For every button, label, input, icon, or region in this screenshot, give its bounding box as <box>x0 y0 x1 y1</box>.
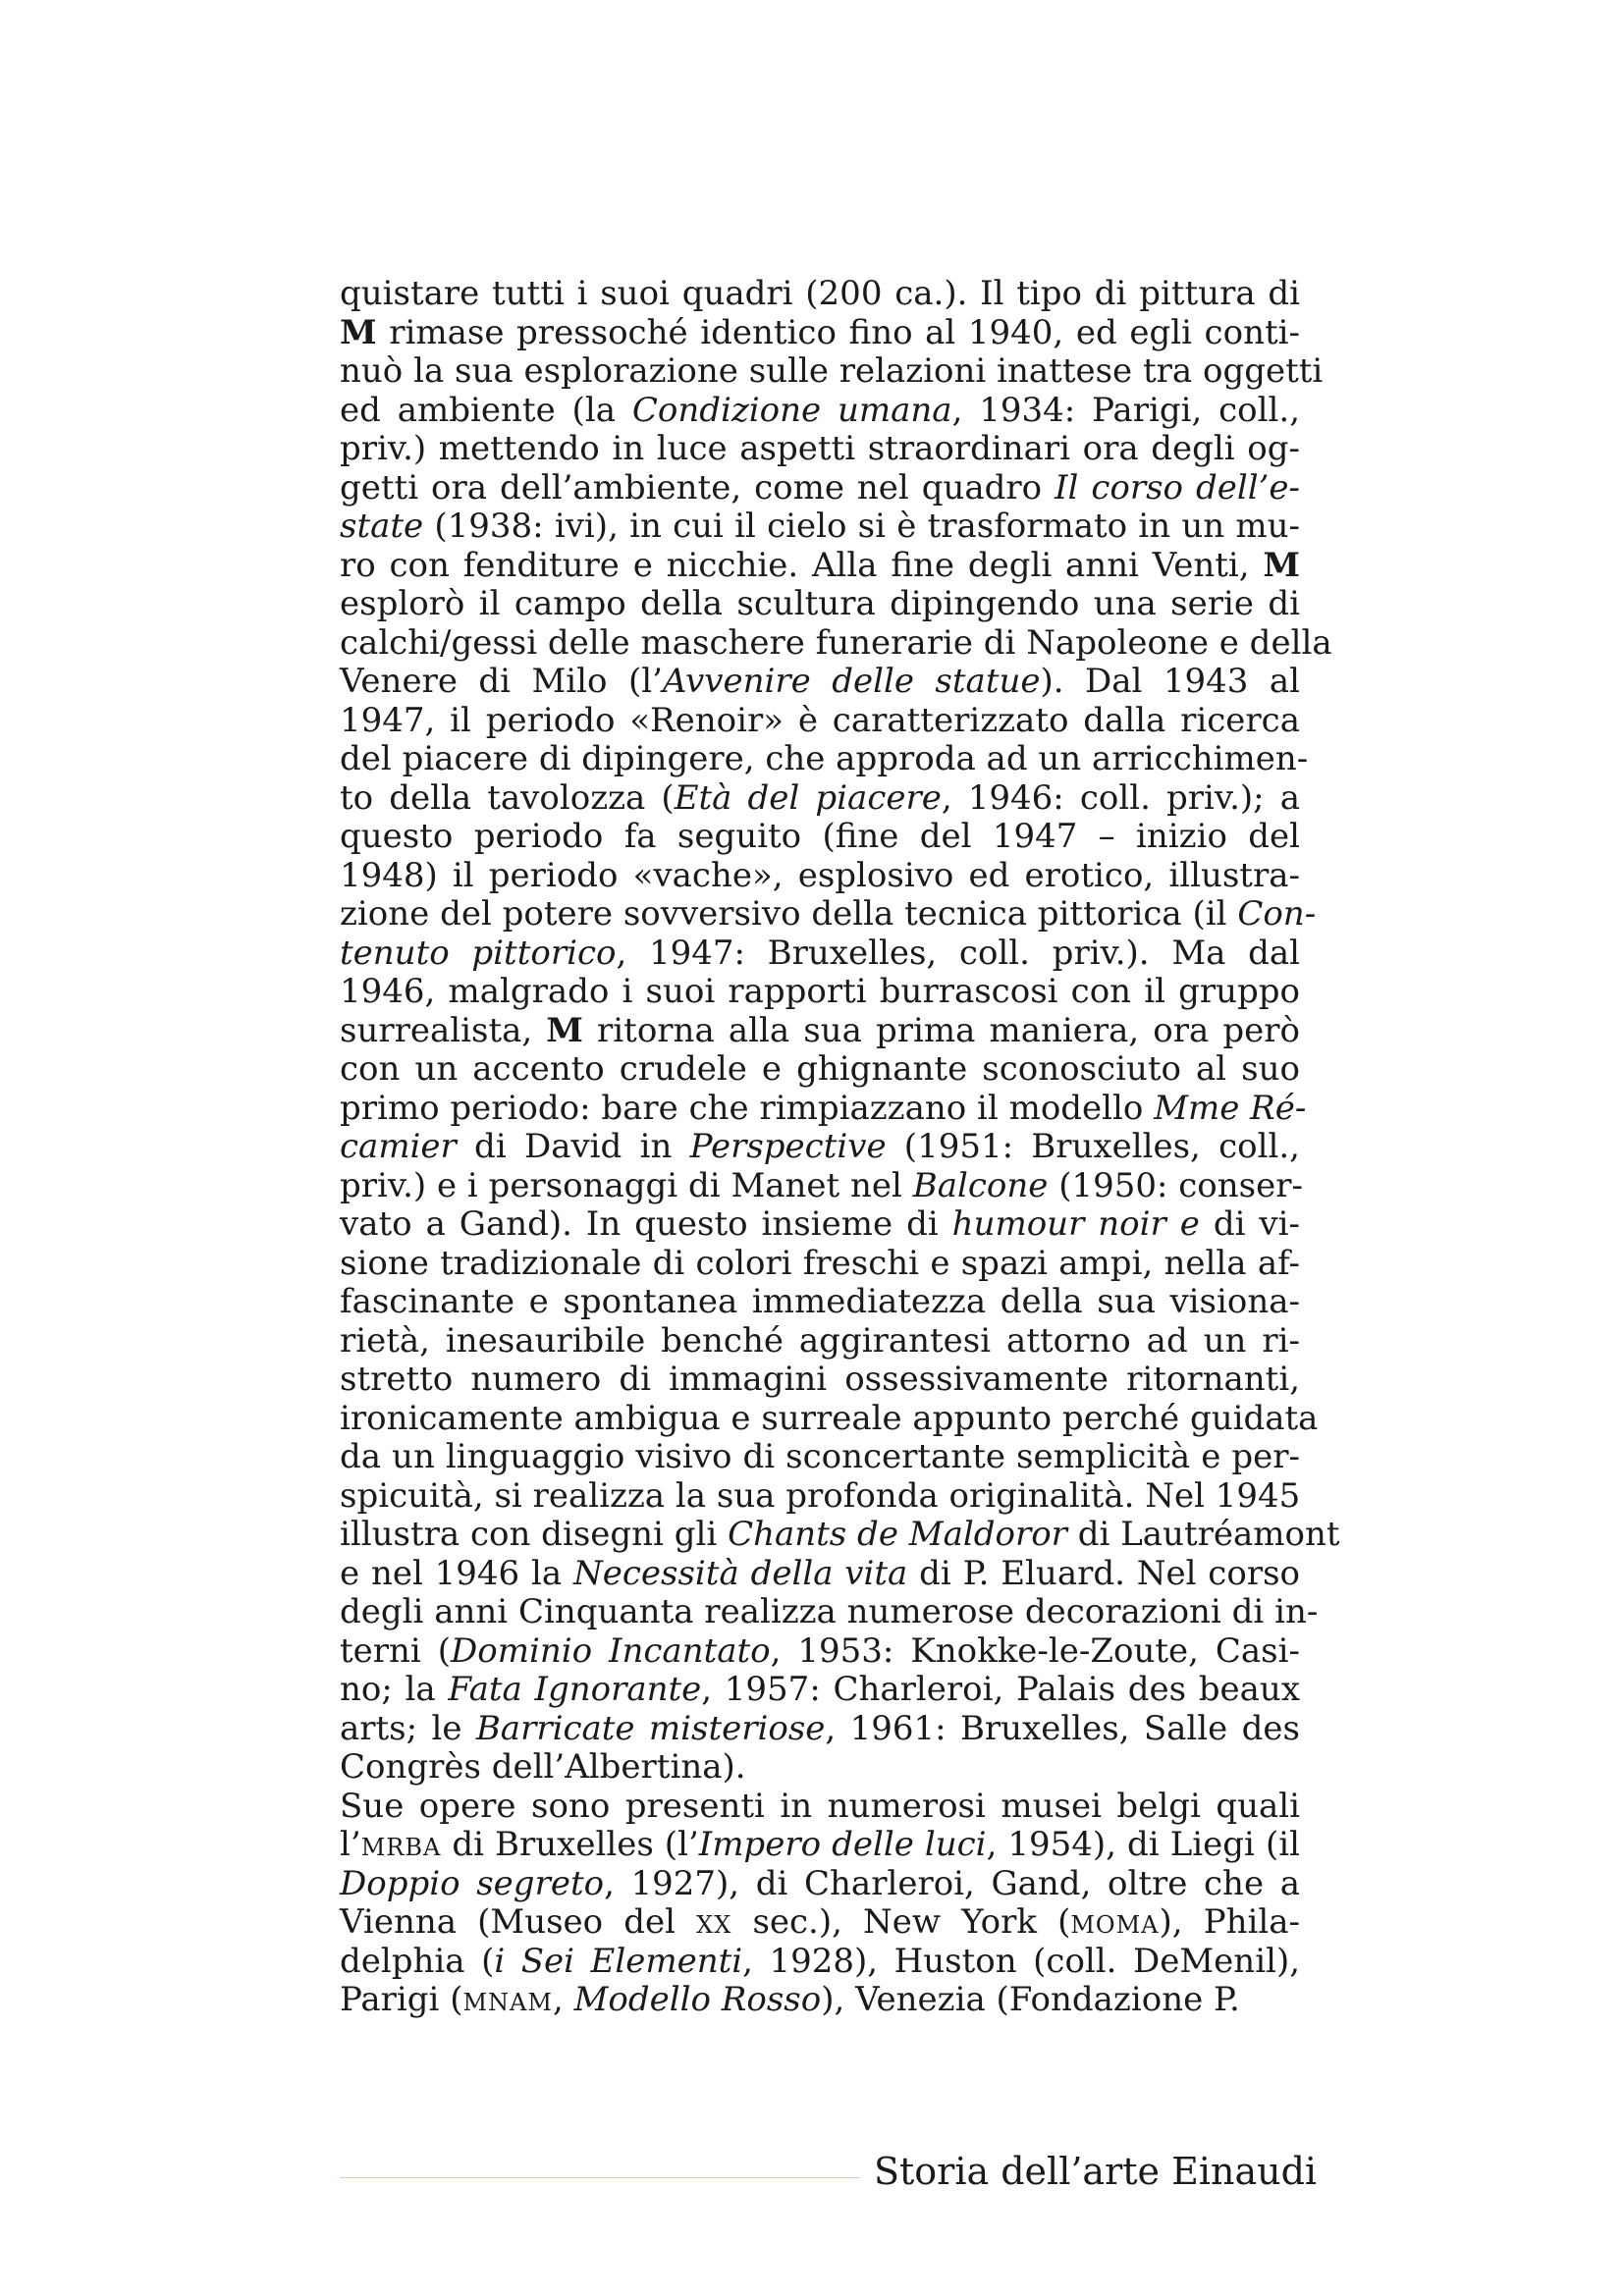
italic-title: Condizione umana <box>631 390 952 430</box>
text-run: Parigi ( <box>340 1980 463 2019</box>
text-run: , 1947: Bruxelles, coll. priv.). Ma dal <box>616 933 1300 973</box>
text-line <box>340 585 1300 624</box>
text-line <box>340 1128 1300 1167</box>
italic-title: Necessità della vita <box>573 1553 908 1593</box>
italic-title: state <box>340 507 424 546</box>
italic-title: Barricate misteriose <box>475 1708 826 1748</box>
text-run: spicuità, si realizza la sua profonda originalità. Nel 1945 <box>340 1475 1301 1516</box>
text-run: (1950: conser- <box>1048 1165 1303 1205</box>
text-line <box>340 894 1317 934</box>
italic-title: Il corso dell’e- <box>1055 467 1301 507</box>
text-run: ), Phila- <box>1159 1902 1300 1942</box>
text-line <box>340 1788 1300 1827</box>
italic-title: i Sei Elementi <box>494 1941 743 1981</box>
text-run: , 1927), di Charleroi, Gand, oltre che a <box>604 1863 1300 1903</box>
text-run: sec.), New York ( <box>731 1902 1071 1942</box>
text-run: primo periodo: bare che rimpiazzano il modello <box>340 1088 1155 1128</box>
text-run: Sue opere sono presenti in numerosi musei belgi quali <box>340 1786 1300 1826</box>
text-line <box>340 1671 1300 1710</box>
text-run: da un linguaggio visivo di sconcertante semplicità e per- <box>340 1437 1300 1476</box>
small-caps-abbrev: mnam <box>462 1980 553 2019</box>
text-line <box>340 1592 1319 1632</box>
italic-title: Impero delle luci <box>698 1825 987 1864</box>
italic-title: camier <box>340 1127 457 1166</box>
text-line <box>340 1322 1300 1362</box>
italic-title: Perspective <box>689 1127 887 1166</box>
text-line <box>340 1943 1300 1982</box>
text-run: quistare tutti i suoi quadri (200 ca.). Il tipo di pittura di <box>340 274 1300 313</box>
text-run: , 1928), Huston (coll. DeMenil), <box>742 1941 1301 1981</box>
text-line <box>340 1748 1300 1788</box>
text-line <box>340 1555 1300 1594</box>
text-run: to della tavolozza ( <box>340 777 675 818</box>
text-line <box>340 351 1324 392</box>
text-run: terni ( <box>340 1630 452 1671</box>
text-line <box>340 1398 1319 1439</box>
text-run: (1951: Bruxelles, coll., <box>886 1127 1300 1166</box>
text-run: zione del potere sovversivo della tecnica pittorica (il <box>340 894 1238 934</box>
text-run: getti ora dell’ambiente, come nel quadro <box>340 467 1055 507</box>
italic-title: Mme Ré- <box>1154 1088 1307 1128</box>
text-run: di David in <box>456 1127 690 1166</box>
small-caps-abbrev: xx <box>696 1902 732 1942</box>
text-line <box>340 507 1300 547</box>
text-run: ritorna alla sua prima maniera, ora però <box>582 1010 1300 1050</box>
italic-title: Avvenire delle statue <box>662 662 1041 701</box>
text-line <box>340 1245 1300 1284</box>
italic-title: Fata Ignorante <box>448 1670 702 1709</box>
text-run: esplorò il campo della scultura dipingendo una serie di <box>340 584 1300 623</box>
italic-title: Chants de Maldoror <box>728 1515 1067 1554</box>
text-run: , 1954), di Liegi (il <box>986 1825 1300 1864</box>
small-caps-abbrev: moma <box>1070 1902 1160 1942</box>
text-run: degli anni Cinquanta realizza numerose decorazioni di in- <box>340 1592 1319 1631</box>
text-run: vato a Gand). In questo insieme di <box>340 1204 952 1244</box>
italic-title: Balcone <box>912 1165 1049 1205</box>
text-run: delphia ( <box>340 1941 495 1981</box>
text-line <box>340 663 1300 702</box>
text-run: e nel 1946 la <box>340 1553 573 1593</box>
bold-initial: M <box>340 312 377 352</box>
text-run: priv.) mettendo in luce aspetti straordinari ora degli og- <box>340 429 1300 468</box>
italic-title: Doppio segreto <box>340 1863 605 1903</box>
italic-title: Età del piacere <box>674 777 942 818</box>
text-run: illustra con disegni gli <box>340 1515 729 1554</box>
text-line <box>340 314 1300 353</box>
text-run: sione tradizionale di colori freschi e spazi ampi, nella af- <box>340 1243 1300 1283</box>
text-line <box>340 275 1300 314</box>
small-caps-abbrev: mrba <box>360 1825 442 1864</box>
text-line <box>340 1088 1307 1129</box>
footer-publication-title: Storia dell’arte Einaudi <box>874 2150 1318 2193</box>
text-line <box>340 1205 1300 1245</box>
text-run: Venere di Milo (l’ <box>340 662 663 701</box>
text-line <box>340 469 1300 508</box>
text-run: con un accento crudele e ghignante sconosciuto al suo <box>340 1049 1300 1089</box>
text-run: di vi- <box>1199 1204 1301 1244</box>
text-line <box>340 779 1300 819</box>
article-body-text <box>340 274 1340 2020</box>
text-run: no; la <box>340 1670 449 1709</box>
text-line <box>340 857 1300 896</box>
text-run: ro con fenditure e nicchie. Alla fine degli anni Venti, <box>340 545 1264 585</box>
text-run: nuò la sua esplorazione sulle relazioni inattese tra oggetti <box>340 351 1324 391</box>
text-run: (1938: ivi), in cui il cielo si è trasformato in un mu- <box>423 507 1300 546</box>
text-run: ), Venezia (Fondazione P. <box>821 1980 1240 2019</box>
text-run: di Lautréamont <box>1066 1515 1340 1554</box>
text-line <box>340 1903 1300 1943</box>
text-run: l’ <box>340 1825 361 1864</box>
text-line <box>340 1361 1300 1400</box>
text-run: ). Dal 1943 al <box>1040 662 1300 701</box>
text-run: , 1946: coll. priv.); a <box>941 777 1301 818</box>
footer-rule <box>340 2177 860 2178</box>
text-run: , 1957: Charleroi, Palais des beaux <box>701 1670 1301 1709</box>
bold-initial: M <box>1263 545 1300 585</box>
text-line <box>340 1826 1300 1865</box>
text-run: ed ambiente (la <box>340 390 632 430</box>
text-line <box>340 1865 1300 1904</box>
text-line <box>340 1981 1300 2020</box>
text-run: 1948) il periodo «vache», esplosivo ed erotico, illustra- <box>340 855 1300 895</box>
bold-initial: M <box>546 1010 583 1050</box>
italic-title: humour noir e <box>951 1204 1200 1244</box>
text-run: stretto numero di immagini ossessivamente ritornanti, <box>340 1360 1300 1399</box>
text-line <box>340 702 1300 741</box>
text-run: Congrès dell’Albertina). <box>340 1747 746 1787</box>
text-line <box>340 1710 1300 1749</box>
text-run: ironicamente ambigua e surreale appunto perché guidata <box>340 1398 1319 1438</box>
text-run: surrealista, <box>340 1010 547 1050</box>
text-run: calchi/gessi delle maschere funerarie di Napoleone e della <box>340 622 1332 663</box>
text-line <box>340 1515 1340 1555</box>
text-run: 1947, il periodo «Renoir» è caratterizzato dalla ricerca <box>340 700 1300 740</box>
text-run: , 1961: Bruxelles, Salle des <box>825 1708 1300 1748</box>
text-line <box>340 622 1332 664</box>
text-run: Vienna (Museo del <box>340 1902 697 1942</box>
text-line <box>340 1012 1300 1051</box>
italic-title: Con- <box>1237 894 1317 934</box>
text-run: 1946, malgrado i suoi rapporti burrascosi con il gruppo <box>340 972 1300 1011</box>
text-line <box>340 547 1300 586</box>
text-line <box>340 1165 1303 1206</box>
text-run: di P. Eluard. Nel corso <box>907 1553 1300 1593</box>
text-run: , 1953: Knokke-le-Zoute, Casi- <box>770 1630 1300 1671</box>
text-line <box>340 392 1300 431</box>
text-line <box>340 934 1300 974</box>
italic-title: Modello Rosso <box>573 1980 822 2019</box>
text-run: questo periodo fa seguito (fine del 1947 – inizio del <box>340 817 1300 856</box>
text-line <box>340 1283 1300 1322</box>
italic-title: tenuto pittorico <box>340 933 617 973</box>
text-line <box>340 818 1300 857</box>
text-run: del piacere di dipingere, che approda ad un arricchimen- <box>340 739 1309 778</box>
text-run: rietà, inesauribile benché aggirantesi attorno ad un ri- <box>340 1320 1300 1361</box>
text-run: priv.) e i personaggi di Manet nel <box>340 1165 913 1205</box>
text-run: , 1934: Parigi, coll., <box>951 390 1300 430</box>
text-line <box>340 1050 1300 1090</box>
text-line <box>340 1477 1300 1517</box>
text-run: di Bruxelles (l’ <box>441 1825 699 1864</box>
italic-title: Dominio Incantato <box>451 1630 771 1671</box>
text-line <box>340 1438 1300 1477</box>
text-run: rimase pressoché identico fino al 1940, ed egli conti- <box>376 312 1300 352</box>
text-run: , <box>552 1980 574 2019</box>
text-line <box>340 1632 1300 1672</box>
text-run: fascinante e spontanea immediatezza della sua visiona- <box>340 1282 1300 1321</box>
text-run: arts; le <box>340 1708 476 1748</box>
text-line <box>340 430 1300 469</box>
text-line <box>340 973 1300 1012</box>
text-line <box>340 739 1309 779</box>
